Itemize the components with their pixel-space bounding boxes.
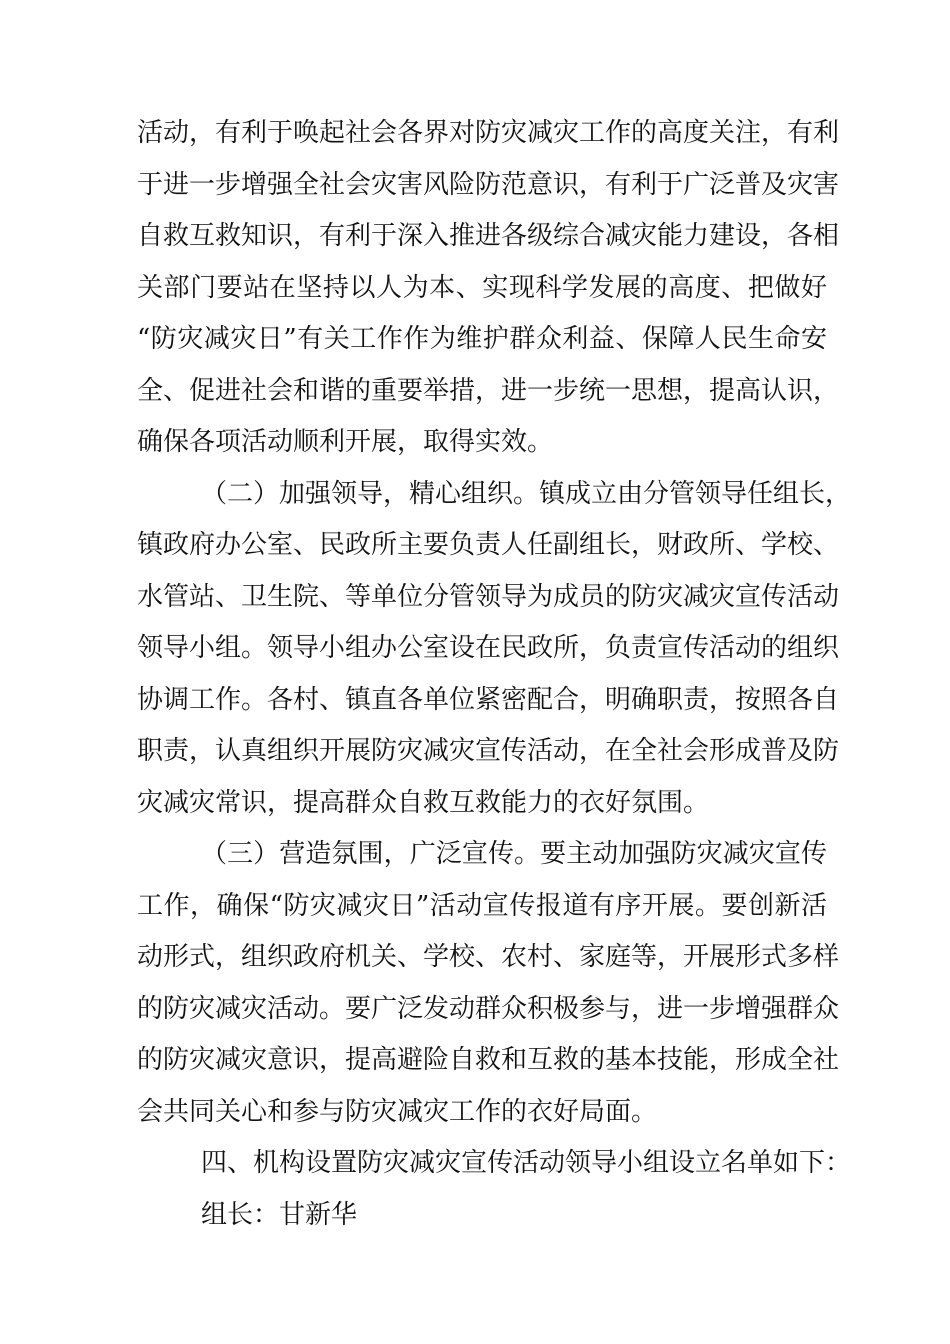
text-line: 工作，确保“防灾减灾日”活动宣传报道有序开展。要创新活 xyxy=(137,890,827,921)
text-line: 的防灾减灾活动。要广泛发动群众积极参与，进一步增强群众 xyxy=(137,993,840,1024)
text-line: 于进一步增强全社会灾害风险防范意识，有利于广泛普及灾害 xyxy=(137,169,840,200)
text-line: （二）加强领导，精心组织。镇成立由分管领导任组长， xyxy=(201,478,852,509)
text-line: 职责，认真组织开展防灾减灾宣传活动，在全社会形成普及防 xyxy=(137,736,840,766)
text-line: 的防灾减灾意识，提高避险自救和互救的基本技能，形成全社 xyxy=(137,1045,840,1075)
text-line: （三）营造氛围，广泛宣传。要主动加强防灾减灾宣传 xyxy=(201,839,827,869)
paragraph-group-leader xyxy=(137,1190,827,1242)
paragraph-section-2 xyxy=(137,469,852,830)
text-line: 活动，有利于唤起社会各界对防灾减灾工作的高度关注，有利 xyxy=(137,118,840,148)
text-line: “防灾减灾日”有关工作作为维护群众利益、保障人民生命安 xyxy=(137,324,827,354)
text-line: 水管站、卫生院、等单位分管领导为成员的防灾减灾宣传活动 xyxy=(137,581,840,612)
text-line: 领导小组。领导小组办公室设在民政所，负责宣传活动的组织 xyxy=(137,633,840,663)
paragraph-section-3 xyxy=(137,829,840,1138)
text-line: 会共同关心和参与防灾减灾工作的衣好局面。 xyxy=(137,1096,658,1127)
text-line: 动形式，组织政府机关、学校、农村、家庭等，开展形式多样 xyxy=(137,942,840,972)
text-line: 确保各项活动顺利开展，取得实效。 xyxy=(137,427,554,457)
text-line: 自救互救知识，有利于深入推进各级综合减灾能力建设，各相 xyxy=(137,221,840,251)
text-line: 组长：甘新华 xyxy=(201,1199,358,1230)
text-line: 关部门要站在坚持以人为本、实现科学发展的高度、把做好 xyxy=(137,272,827,303)
document-body xyxy=(137,108,852,1241)
text-line: 全、促进社会和谐的重要举措，进一步统一思想，提高认识， xyxy=(137,375,840,406)
text-line: 四、机构设置防灾减灾宣传活动领导小组设立名单如下： xyxy=(201,1148,852,1178)
paragraph-section-4-heading xyxy=(137,1138,852,1190)
paragraph-intro-continued xyxy=(137,108,840,469)
text-line: 镇政府办公室、民政所主要负责人任副组长，财政所、学校、 xyxy=(137,530,840,560)
text-line: 灾减灾常识，提高群众自救互救能力的衣好氛围。 xyxy=(137,787,710,818)
text-line: 协调工作。各村、镇直各单位紧密配合，明确职责，按照各自 xyxy=(137,684,840,715)
